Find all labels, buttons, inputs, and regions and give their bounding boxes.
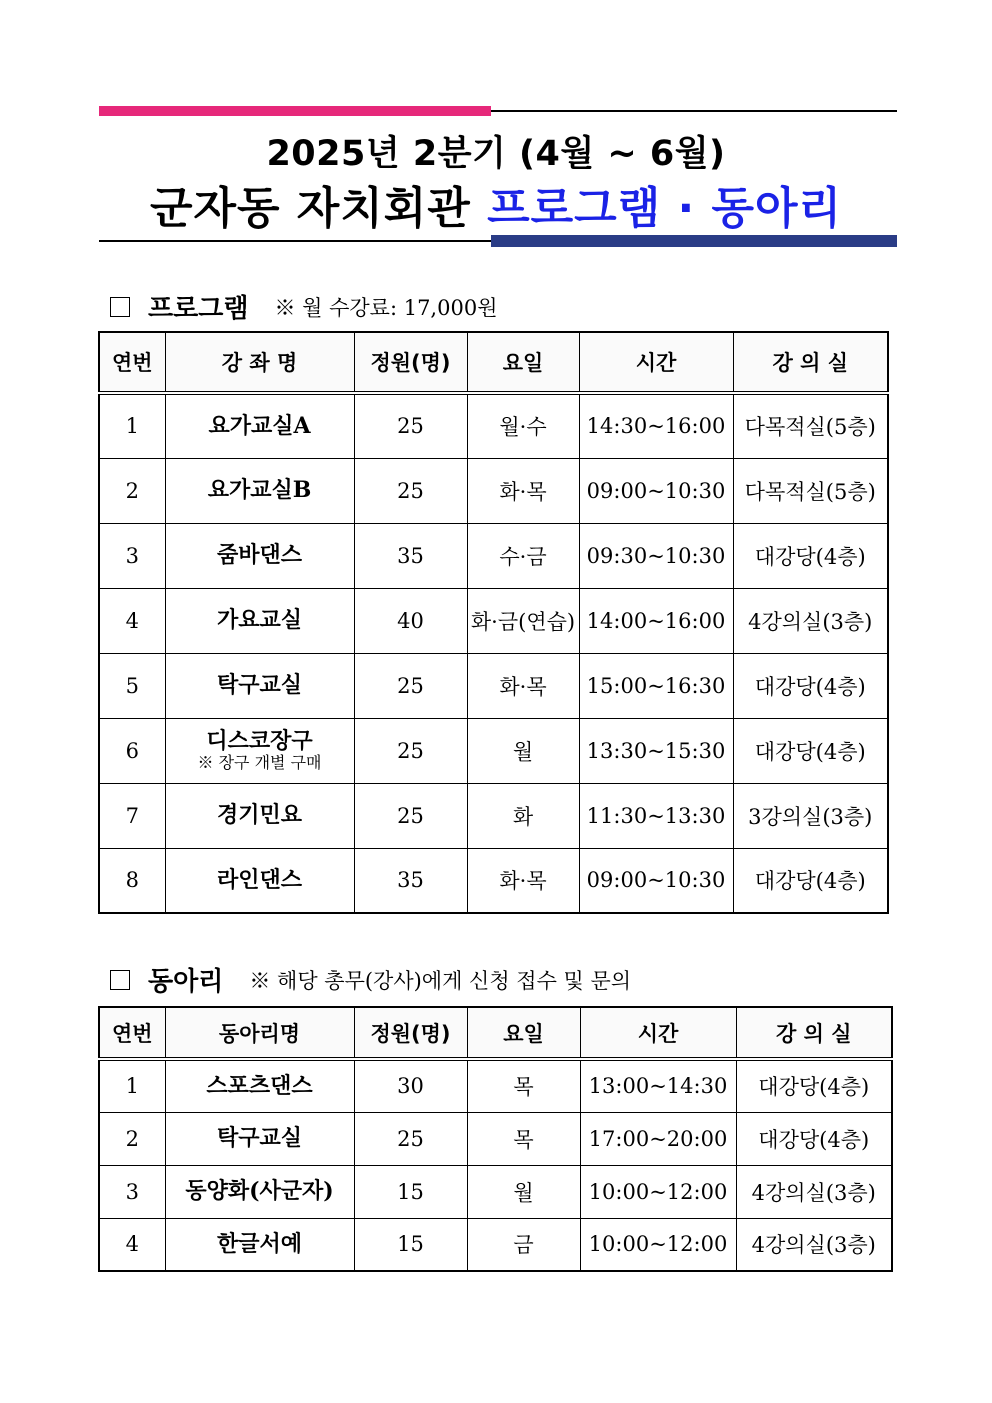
name-cell-text: 라인댄스 [216,866,302,893]
table-row [99,1218,892,1271]
time-cell-text: 14:30~16:00 [586,414,726,439]
time-cell [579,653,733,718]
row-number-cell-text: 7 [125,803,139,828]
table-row [99,848,888,913]
row-number-cell [99,1165,165,1218]
row-number-cell [99,653,165,718]
capacity-cell-text: 25 [397,414,424,439]
name-cell-text: 탁구교실 [216,1124,302,1151]
room-cell-text: 4강의실(3층) [751,1180,876,1205]
day-cell-text: 월 [513,1180,534,1205]
name-cell-text: 요가교실B [207,476,312,503]
name-cell [165,1218,354,1271]
column-header: 시간 [579,332,733,393]
time-cell [580,1112,736,1165]
row-number-cell [99,848,165,913]
room-cell [733,523,888,588]
clubs-table [98,1006,893,1272]
page-title-accent: 프로그램 · 동아리 [487,183,843,234]
row-number-cell [99,783,165,848]
row-number-cell [99,458,165,523]
day-cell [467,458,579,523]
name-cell-text: 탁구교실 [216,671,302,698]
name-cell-text: 한글서예 [216,1230,302,1257]
room-cell-text: 대강당(4층) [754,674,866,699]
page-title-period: 2025년 2분기 (4월 ~ 6월) [266,134,726,174]
row-number-cell-text: 3 [125,543,139,568]
row-number-cell-text: 2 [125,1126,139,1151]
room-cell-text: 4강의실(3층) [748,609,873,634]
programs-fee-note: ※ 월 수강료: 17,000원 [274,295,498,320]
capacity-cell [354,1112,467,1165]
table-row [99,653,888,718]
header-navy-bar [491,235,897,247]
room-cell [733,458,888,523]
time-cell-text: 15:00~16:30 [586,673,726,698]
day-cell [467,1165,580,1218]
room-cell [733,718,888,783]
page-title [0,172,992,236]
name-cell-text: 동양화(사군자) [185,1177,334,1204]
time-cell-text: 14:00~16:00 [586,608,726,633]
day-cell-text: 월 [512,739,534,764]
row-number-cell-text: 4 [125,608,139,633]
capacity-cell [354,718,467,783]
name-cell-text: 디스코장구 [206,727,313,754]
day-cell-text: 목 [513,1127,534,1152]
day-cell-text: 화·목 [499,479,547,504]
capacity-cell-text: 15 [397,1232,424,1257]
name-cell-text: 경기민요 [216,801,302,828]
time-cell-text: 10:00~12:00 [588,1232,728,1257]
name-cell [165,523,354,588]
column-header: 동아리명 [165,1007,354,1059]
checkbox-icon [110,970,130,990]
table-row [99,1112,892,1165]
capacity-cell [354,1059,467,1112]
row-number-cell [99,718,165,783]
room-cell-text: 대강당(4층) [754,544,866,569]
capacity-cell [354,1165,467,1218]
name-cell-text: 요가교실A [208,412,311,439]
day-cell-text: 금 [513,1233,534,1258]
column-header: 연번 [99,332,165,393]
room-cell-text: 대강당(4층) [758,1075,870,1100]
capacity-cell-text: 25 [397,803,424,828]
capacity-cell-text: 25 [397,673,424,698]
time-cell-text: 13:30~15:30 [586,738,726,763]
time-cell-text: 11:30~13:30 [586,803,726,828]
room-cell [733,393,888,458]
capacity-cell [354,783,467,848]
column-header: 요일 [467,1007,580,1059]
capacity-cell [354,588,467,653]
column-header: 강 좌 명 [165,332,354,393]
header-bottom-rule [99,240,491,242]
row-number-cell-text: 8 [125,868,139,893]
day-cell-text: 목 [513,1075,534,1100]
time-cell [579,848,733,913]
room-cell-text: 대강당(4층) [758,1127,870,1152]
room-cell [736,1165,892,1218]
room-cell-text: 3강의실(3층) [748,804,873,829]
table-row [99,1165,892,1218]
room-cell [736,1059,892,1112]
programs-section-title: 프로그램 [148,294,249,324]
capacity-cell [354,848,467,913]
table-row [99,458,888,523]
day-cell [467,783,579,848]
day-cell [467,1218,580,1271]
row-number-cell-text: 4 [125,1232,139,1257]
checkbox-icon [110,297,130,317]
capacity-cell-text: 25 [397,1126,424,1151]
room-cell-text: 대강당(4층) [754,869,866,894]
column-header: 시간 [580,1007,736,1059]
name-cell [165,783,354,848]
name-cell [165,588,354,653]
clubs-section-heading [110,961,631,998]
room-cell [733,588,888,653]
header-pink-bar [99,106,491,116]
row-number-cell [99,1112,165,1165]
name-cell [165,848,354,913]
room-cell [733,783,888,848]
table-row [99,523,888,588]
page-title-main: 군자동 자치회관 [149,183,488,234]
room-cell [736,1112,892,1165]
row-number-cell [99,523,165,588]
day-cell [467,1112,580,1165]
time-cell-text: 13:00~14:30 [588,1074,728,1099]
name-cell-text: 가요교실 [216,606,302,633]
column-header: 정원(명) [354,1007,467,1059]
room-cell-text: 4강의실(3층) [751,1233,876,1258]
row-number-cell [99,393,165,458]
time-cell-text: 10:00~12:00 [588,1179,728,1204]
day-cell [467,848,579,913]
time-cell-text: 09:00~10:30 [586,868,726,893]
column-header: 연번 [99,1007,165,1059]
column-header: 요일 [467,332,579,393]
time-cell [579,783,733,848]
name-cell [165,458,354,523]
day-cell [467,523,579,588]
table-row [99,1059,892,1112]
time-cell [579,718,733,783]
capacity-cell [354,393,467,458]
clubs-inquiry-note: ※ 해당 총무(강사)에게 신청 접수 및 문의 [249,968,632,993]
day-cell [467,653,579,718]
day-cell-text: 화·목 [499,674,547,699]
table-row [99,718,888,783]
capacity-cell [354,653,467,718]
day-cell-text: 화·금(연습) [470,609,576,634]
column-header: 정원(명) [354,332,467,393]
name-cell [165,1059,354,1112]
capacity-cell-text: 25 [397,738,424,763]
header-top-rule [491,110,897,112]
room-cell [733,653,888,718]
row-number-cell [99,588,165,653]
capacity-cell-text: 30 [397,1074,424,1099]
name-cell [165,718,354,783]
table-row [99,783,888,848]
time-cell [580,1218,736,1271]
name-cell-text: 줌바댄스 [216,541,302,568]
time-cell [579,588,733,653]
table-header-row [99,332,888,393]
room-cell-text: 대강당(4층) [754,739,866,764]
day-cell [467,718,579,783]
programs-table [98,331,889,914]
time-cell [579,458,733,523]
capacity-cell [354,523,467,588]
capacity-cell [354,458,467,523]
room-cell [736,1218,892,1271]
capacity-cell-text: 40 [397,608,424,633]
capacity-cell-text: 35 [397,868,424,893]
name-cell-text: 스포츠댄스 [206,1072,313,1099]
table-row [99,393,888,458]
row-number-cell [99,1059,165,1112]
day-cell [467,393,579,458]
capacity-cell-text: 25 [397,478,424,503]
name-cell [165,393,354,458]
day-cell-text: 화 [512,804,534,829]
day-cell-text: 수·금 [499,544,547,569]
programs-section-heading [110,288,497,325]
room-cell-text: 다목적실(5층) [744,415,876,440]
row-number-cell-text: 1 [125,1074,139,1099]
column-header: 강 의 실 [733,332,888,393]
time-cell [579,523,733,588]
row-number-cell [99,1218,165,1271]
name-subnote: ※ 장구 개별 구매 [197,752,322,772]
room-cell-text: 다목적실(5층) [744,479,876,504]
column-header: 강 의 실 [736,1007,892,1059]
time-cell [580,1165,736,1218]
capacity-cell-text: 35 [397,543,424,568]
row-number-cell-text: 6 [125,738,139,763]
time-cell [580,1059,736,1112]
name-cell [165,1112,354,1165]
time-cell [579,393,733,458]
row-number-cell-text: 2 [125,478,139,503]
time-cell-text: 09:00~10:30 [586,478,726,503]
day-cell-text: 월·수 [499,415,547,440]
clubs-section-title: 동아리 [148,967,224,997]
name-cell [165,1165,354,1218]
time-cell-text: 17:00~20:00 [588,1126,728,1151]
capacity-cell [354,1218,467,1271]
row-number-cell-text: 3 [125,1179,139,1204]
table-header-row [99,1007,892,1059]
name-cell [165,653,354,718]
row-number-cell-text: 1 [125,414,139,439]
capacity-cell-text: 15 [397,1179,424,1204]
room-cell [733,848,888,913]
table-row [99,588,888,653]
row-number-cell-text: 5 [125,673,139,698]
day-cell [467,1059,580,1112]
time-cell-text: 09:30~10:30 [586,543,726,568]
day-cell-text: 화·목 [499,869,547,894]
day-cell [467,588,579,653]
